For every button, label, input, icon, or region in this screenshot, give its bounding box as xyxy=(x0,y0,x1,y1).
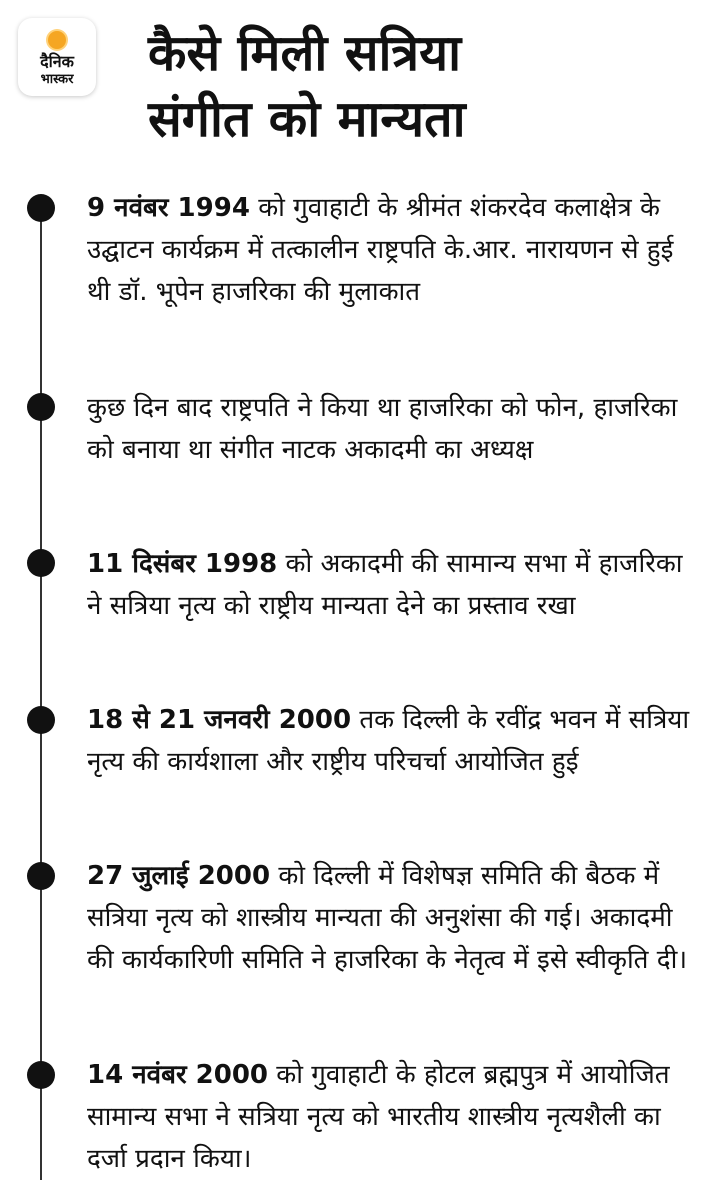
page-title xyxy=(148,20,708,152)
timeline-entry xyxy=(87,699,699,783)
title-line-2: संगीत को मान्यता xyxy=(148,90,466,148)
logo-line-1: दैनिक xyxy=(40,52,74,71)
timeline-dot xyxy=(27,194,55,222)
timeline-dot xyxy=(27,393,55,421)
event-date: 11 दिसंबर 1998 xyxy=(87,549,278,579)
timeline-entry xyxy=(87,855,699,981)
event-text: कुछ दिन बाद राष्ट्रपति ने किया था हाजरिका को फोन, हाजरिका को बनाया था संगीत नाटक अकादमी का अध्यक्ष xyxy=(87,393,678,465)
event-date: 27 जुलाई 2000 xyxy=(87,861,271,891)
event-text: को दिल्ली में विशेषज्ञ समिति की बैठक में सत्रिया नृत्य को शास्त्रीय मान्यता की अनुशंसा की गई। अकादमी की कार्यकारिणी समिति ने हाजरिका के नेतृत्व में इसे स्वीकृति दी। xyxy=(87,861,688,975)
timeline-entry xyxy=(87,387,699,471)
timeline-dot xyxy=(27,1061,55,1089)
event-text: को अकादमी की सामान्य सभा में हाजरिका ने सत्रिया नृत्य को राष्ट्रीय मान्यता देने का प्रस्ताव रखा xyxy=(87,549,683,621)
event-date: 9 नवंबर 1994 xyxy=(87,193,250,223)
timeline-dot xyxy=(27,706,55,734)
timeline-dot xyxy=(27,549,55,577)
event-text: को गुवाहाटी के होटल ब्रह्मपुत्र में आयोजित सामान्य सभा ने सत्रिया नृत्य को भारतीय शास्त्रीय नृत्यशैली का दर्जा प्रदान किया। xyxy=(87,1060,670,1174)
event-text: तक दिल्ली के रवींद्र भवन में सत्रिया नृत्य की कार्यशाला और राष्ट्रीय परिचर्चा आयोजित हुई xyxy=(87,705,690,777)
dainik-bhaskar-logo xyxy=(18,18,96,96)
event-date: 14 नवंबर 2000 xyxy=(87,1060,269,1090)
event-text: को गुवाहाटी के श्रीमंत शंकरदेव कलाक्षेत्र के उद्घाटन कार्यक्रम में तत्कालीन राष्ट्रपति के.आर. नारायणन से हुई थी डॉ. भूपेन हाजरिका की मुलाकात xyxy=(87,193,674,307)
timeline-dot xyxy=(27,862,55,890)
logo-line-2: भास्कर xyxy=(40,72,74,87)
timeline-entry xyxy=(87,543,699,627)
timeline-line xyxy=(40,205,42,1180)
timeline-entry xyxy=(87,1054,699,1180)
event-date: 18 से 21 जनवरी 2000 xyxy=(87,705,352,735)
title-line-1: कैसे मिली सत्रिया xyxy=(148,24,462,82)
timeline-entry xyxy=(87,187,699,313)
sun-icon xyxy=(48,31,66,49)
